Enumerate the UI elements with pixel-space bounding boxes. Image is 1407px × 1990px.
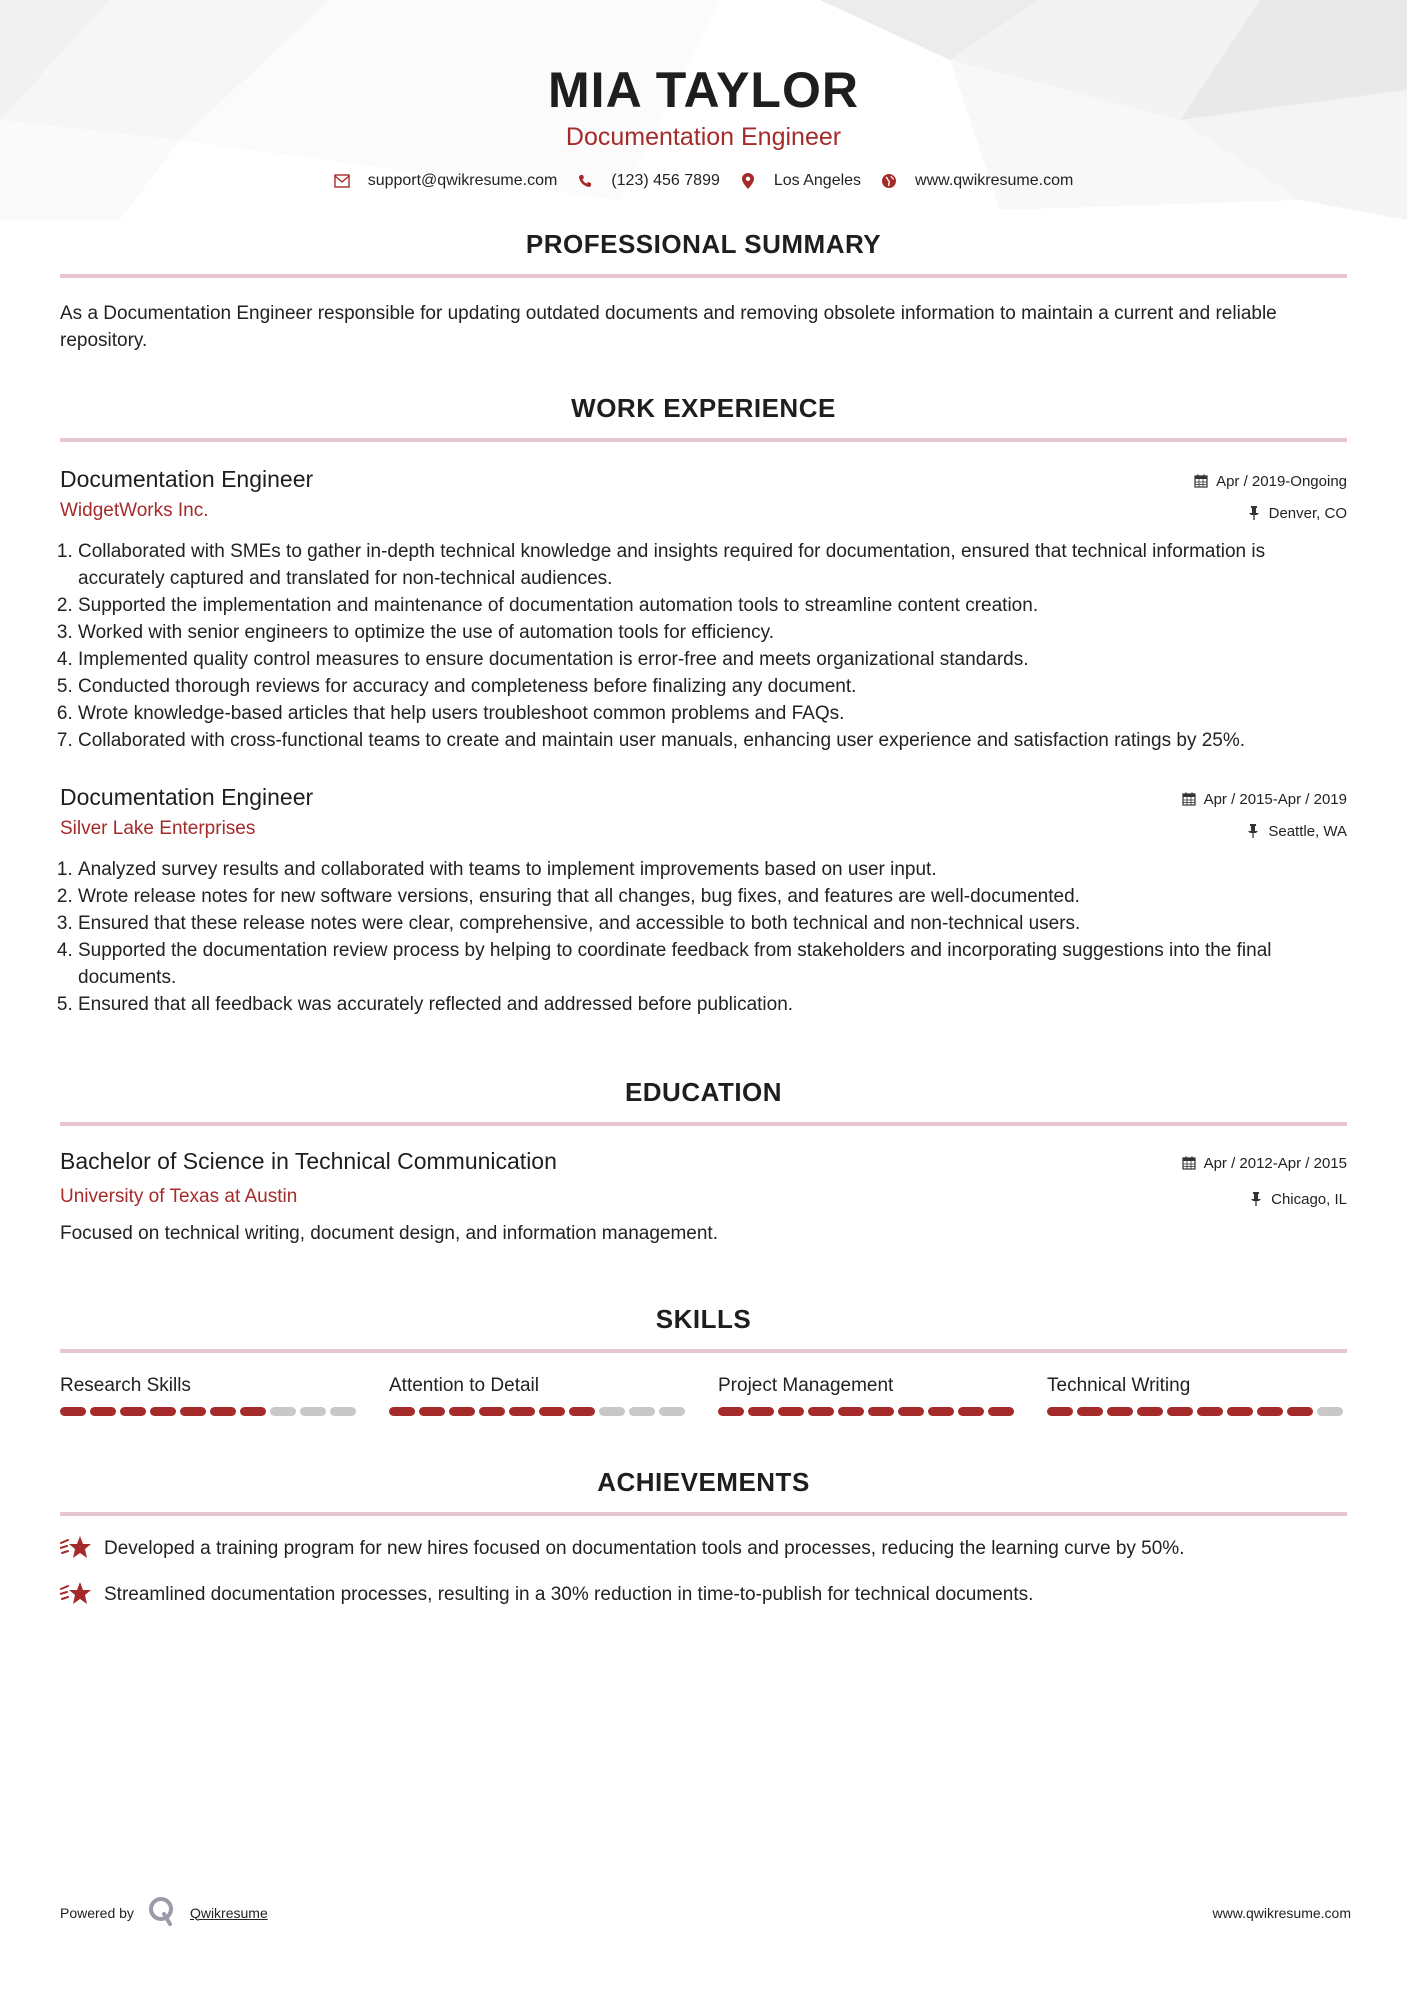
skills-grid xyxy=(60,1373,1347,1416)
summary-heading: PROFESSIONAL SUMMARY xyxy=(525,229,882,259)
calendar-icon xyxy=(1182,792,1196,806)
job-location xyxy=(1182,820,1347,842)
skill-segment xyxy=(1257,1407,1283,1416)
skill-segment xyxy=(898,1407,924,1416)
bullet-item: 7. Collaborated with cross-functional teams to create and maintain user manuals, enhancing user experience and satisfaction ratings by 25%. xyxy=(78,727,1347,754)
job-location xyxy=(1194,502,1347,524)
job-bullets xyxy=(60,538,1347,754)
qwikresume-logo-icon xyxy=(148,1896,176,1929)
skill-segment xyxy=(90,1407,116,1416)
achievement-item xyxy=(60,1580,1347,1608)
skill-name: Attention to Detail xyxy=(389,1375,539,1396)
skill-segment xyxy=(1317,1407,1343,1416)
skill-segment xyxy=(868,1407,894,1416)
candidate-title: Documentation Engineer xyxy=(565,123,842,151)
job-dates-text: Apr / 2019-Ongoing xyxy=(1216,472,1347,490)
skill-segment xyxy=(838,1407,864,1416)
job-location-text: Denver, CO xyxy=(1268,504,1347,522)
skill-segment xyxy=(150,1407,176,1416)
skill-item xyxy=(389,1373,689,1416)
skills-heading: SKILLS xyxy=(655,1304,752,1334)
education-section xyxy=(60,1076,1347,1247)
skill-segment xyxy=(629,1407,655,1416)
job-location-text: Seattle, WA xyxy=(1268,822,1347,840)
skill-item xyxy=(718,1373,1018,1416)
skill-rating-bar xyxy=(1047,1407,1347,1416)
skill-name: Research Skills xyxy=(60,1375,191,1396)
job-entry xyxy=(60,782,1347,1018)
bullet-item: 3. Worked with senior engineers to optimize the use of automation tools for efficiency. xyxy=(78,619,1347,646)
skill-segment xyxy=(60,1407,86,1416)
section-divider xyxy=(60,1349,1347,1353)
job-entry xyxy=(60,464,1347,754)
bullet-item: 5. Conducted thorough reviews for accuracy and completeness before finalizing any document. xyxy=(78,673,1347,700)
achievement-text: Streamlined documentation processes, resulting in a 30% reduction in time-to-publish for technical documents. xyxy=(104,1583,1034,1605)
degree-title: Bachelor of Science in Technical Communication xyxy=(60,1148,557,1174)
section-divider xyxy=(60,1122,1347,1126)
job-dates-text: Apr / 2015-Apr / 2019 xyxy=(1203,790,1347,808)
job-bullets xyxy=(60,856,1347,1018)
bullet-item: 4. Implemented quality control measures to ensure documentation is error-free and meets organizational standards. xyxy=(78,646,1347,673)
education-dates-text: Apr / 2012-Apr / 2015 xyxy=(1203,1154,1347,1172)
education-location xyxy=(1182,1188,1347,1210)
skill-segment xyxy=(928,1407,954,1416)
phone-text: (123) 456 7899 xyxy=(611,172,720,189)
skill-name: Technical Writing xyxy=(1047,1375,1191,1396)
qwikresume-link[interactable]: Qwikresume xyxy=(189,1904,268,1921)
contact-location xyxy=(740,172,861,190)
powered-by-label: Powered by xyxy=(60,1904,134,1921)
education-dates xyxy=(1182,1152,1347,1174)
skill-name: Project Management xyxy=(718,1375,894,1396)
skills-section xyxy=(60,1303,1347,1416)
phone-icon xyxy=(577,173,593,189)
achievement-text: Developed a training program for new hires focused on documentation tools and processes, reducing the learning curve by 50%. xyxy=(104,1537,1185,1559)
location-text: Los Angeles xyxy=(773,172,862,189)
skill-segment xyxy=(1137,1407,1163,1416)
shooting-star-icon xyxy=(60,1534,92,1562)
skill-segment xyxy=(509,1407,535,1416)
contact-row xyxy=(60,172,1347,190)
skill-segment xyxy=(1287,1407,1313,1416)
company-name: WidgetWorks Inc. xyxy=(60,500,209,521)
skill-segment xyxy=(1167,1407,1193,1416)
education-heading: EDUCATION xyxy=(624,1077,783,1107)
email-text: support@qwikresume.com xyxy=(367,172,558,189)
skill-segment xyxy=(1077,1407,1103,1416)
skill-segment xyxy=(958,1407,984,1416)
summary-text: As a Documentation Engineer responsible for updating outdated documents and removing obsolete information to maintain a current and reliable repository. xyxy=(60,303,1277,351)
calendar-icon xyxy=(1182,1156,1196,1170)
bullet-item: 5. Ensured that all feedback was accurately reflected and addressed before publication. xyxy=(78,991,1347,1018)
candidate-name: MIA TAYLOR xyxy=(548,62,859,118)
bullet-item: 2. Wrote release notes for new software versions, ensuring that all changes, bug fixes, and features are well-documented. xyxy=(78,883,1347,910)
skill-segment xyxy=(808,1407,834,1416)
bullet-item: 1. Analyzed survey results and collaborated with teams to implement improvements based on user input. xyxy=(78,856,1347,883)
skill-segment xyxy=(330,1407,356,1416)
section-divider xyxy=(60,438,1347,442)
skill-segment xyxy=(748,1407,774,1416)
contact-website[interactable] xyxy=(881,172,1073,190)
skill-segment xyxy=(539,1407,565,1416)
shooting-star-icon xyxy=(60,1580,92,1608)
section-divider xyxy=(60,274,1347,278)
skill-rating-bar xyxy=(718,1407,1018,1416)
map-pin-icon xyxy=(740,173,756,189)
achievements-heading: ACHIEVEMENTS xyxy=(597,1467,810,1497)
education-location-text: Chicago, IL xyxy=(1271,1190,1347,1208)
skill-segment xyxy=(120,1407,146,1416)
resume-header xyxy=(60,0,1347,190)
footer-website[interactable]: www.qwikresume.com xyxy=(1212,1904,1351,1921)
skill-segment xyxy=(210,1407,236,1416)
skill-segment xyxy=(1107,1407,1133,1416)
job-title: Documentation Engineer xyxy=(60,466,314,492)
experience-section xyxy=(60,392,1347,1018)
pushpin-icon xyxy=(1249,1192,1263,1206)
skill-segment xyxy=(1197,1407,1223,1416)
skill-segment xyxy=(718,1407,744,1416)
skill-segment xyxy=(659,1407,685,1416)
skill-segment xyxy=(569,1407,595,1416)
job-title: Documentation Engineer xyxy=(60,784,314,810)
skill-segment xyxy=(240,1407,266,1416)
skill-item xyxy=(60,1373,360,1416)
achievements-section xyxy=(60,1466,1347,1608)
skill-rating-bar xyxy=(60,1407,360,1416)
skill-segment xyxy=(389,1407,415,1416)
company-name: Silver Lake Enterprises xyxy=(60,818,256,839)
bullet-item: 3. Ensured that these release notes were clear, comprehensive, and accessible to both technical and non-technical users. xyxy=(78,910,1347,937)
education-description: Focused on technical writing, document design, and information management. xyxy=(60,1223,718,1244)
pushpin-icon xyxy=(1247,506,1261,520)
pushpin-icon xyxy=(1246,824,1260,838)
bullet-item: 1. Collaborated with SMEs to gather in-depth technical knowledge and insights required for documentation, ensured that technical information is accurately captured and translated for non-technical audiences. xyxy=(78,538,1347,592)
achievement-item xyxy=(60,1534,1347,1562)
skill-rating-bar xyxy=(389,1407,689,1416)
skill-segment xyxy=(479,1407,505,1416)
skill-segment xyxy=(1227,1407,1253,1416)
contact-email[interactable] xyxy=(334,172,558,190)
job-dates xyxy=(1182,788,1347,810)
skill-segment xyxy=(180,1407,206,1416)
summary-section xyxy=(60,228,1347,354)
skill-item xyxy=(1047,1373,1347,1416)
calendar-icon xyxy=(1194,474,1208,488)
contact-phone[interactable] xyxy=(577,172,720,190)
education-entry xyxy=(60,1146,1347,1247)
bullet-item: 4. Supported the documentation review process by helping to coordinate feedback from stakeholders and incorporating suggestions into the final documents. xyxy=(78,937,1347,991)
skill-segment xyxy=(1047,1407,1073,1416)
section-divider xyxy=(60,1512,1347,1516)
skill-segment xyxy=(270,1407,296,1416)
skill-segment xyxy=(988,1407,1014,1416)
job-dates xyxy=(1194,470,1347,492)
envelope-icon xyxy=(334,173,350,189)
skill-segment xyxy=(419,1407,445,1416)
website-text: www.qwikresume.com xyxy=(915,172,1074,189)
school-name: University of Texas at Austin xyxy=(60,1186,298,1207)
skill-segment xyxy=(449,1407,475,1416)
globe-icon xyxy=(881,173,897,189)
page-footer xyxy=(60,1896,1351,1929)
skill-segment xyxy=(599,1407,625,1416)
bullet-item: 6. Wrote knowledge-based articles that help users troubleshoot common problems and FAQs. xyxy=(78,700,1347,727)
skill-segment xyxy=(778,1407,804,1416)
skill-segment xyxy=(300,1407,326,1416)
experience-heading: WORK EXPERIENCE xyxy=(571,393,836,423)
bullet-item: 2. Supported the implementation and maintenance of documentation automation tools to streamline content creation. xyxy=(78,592,1347,619)
